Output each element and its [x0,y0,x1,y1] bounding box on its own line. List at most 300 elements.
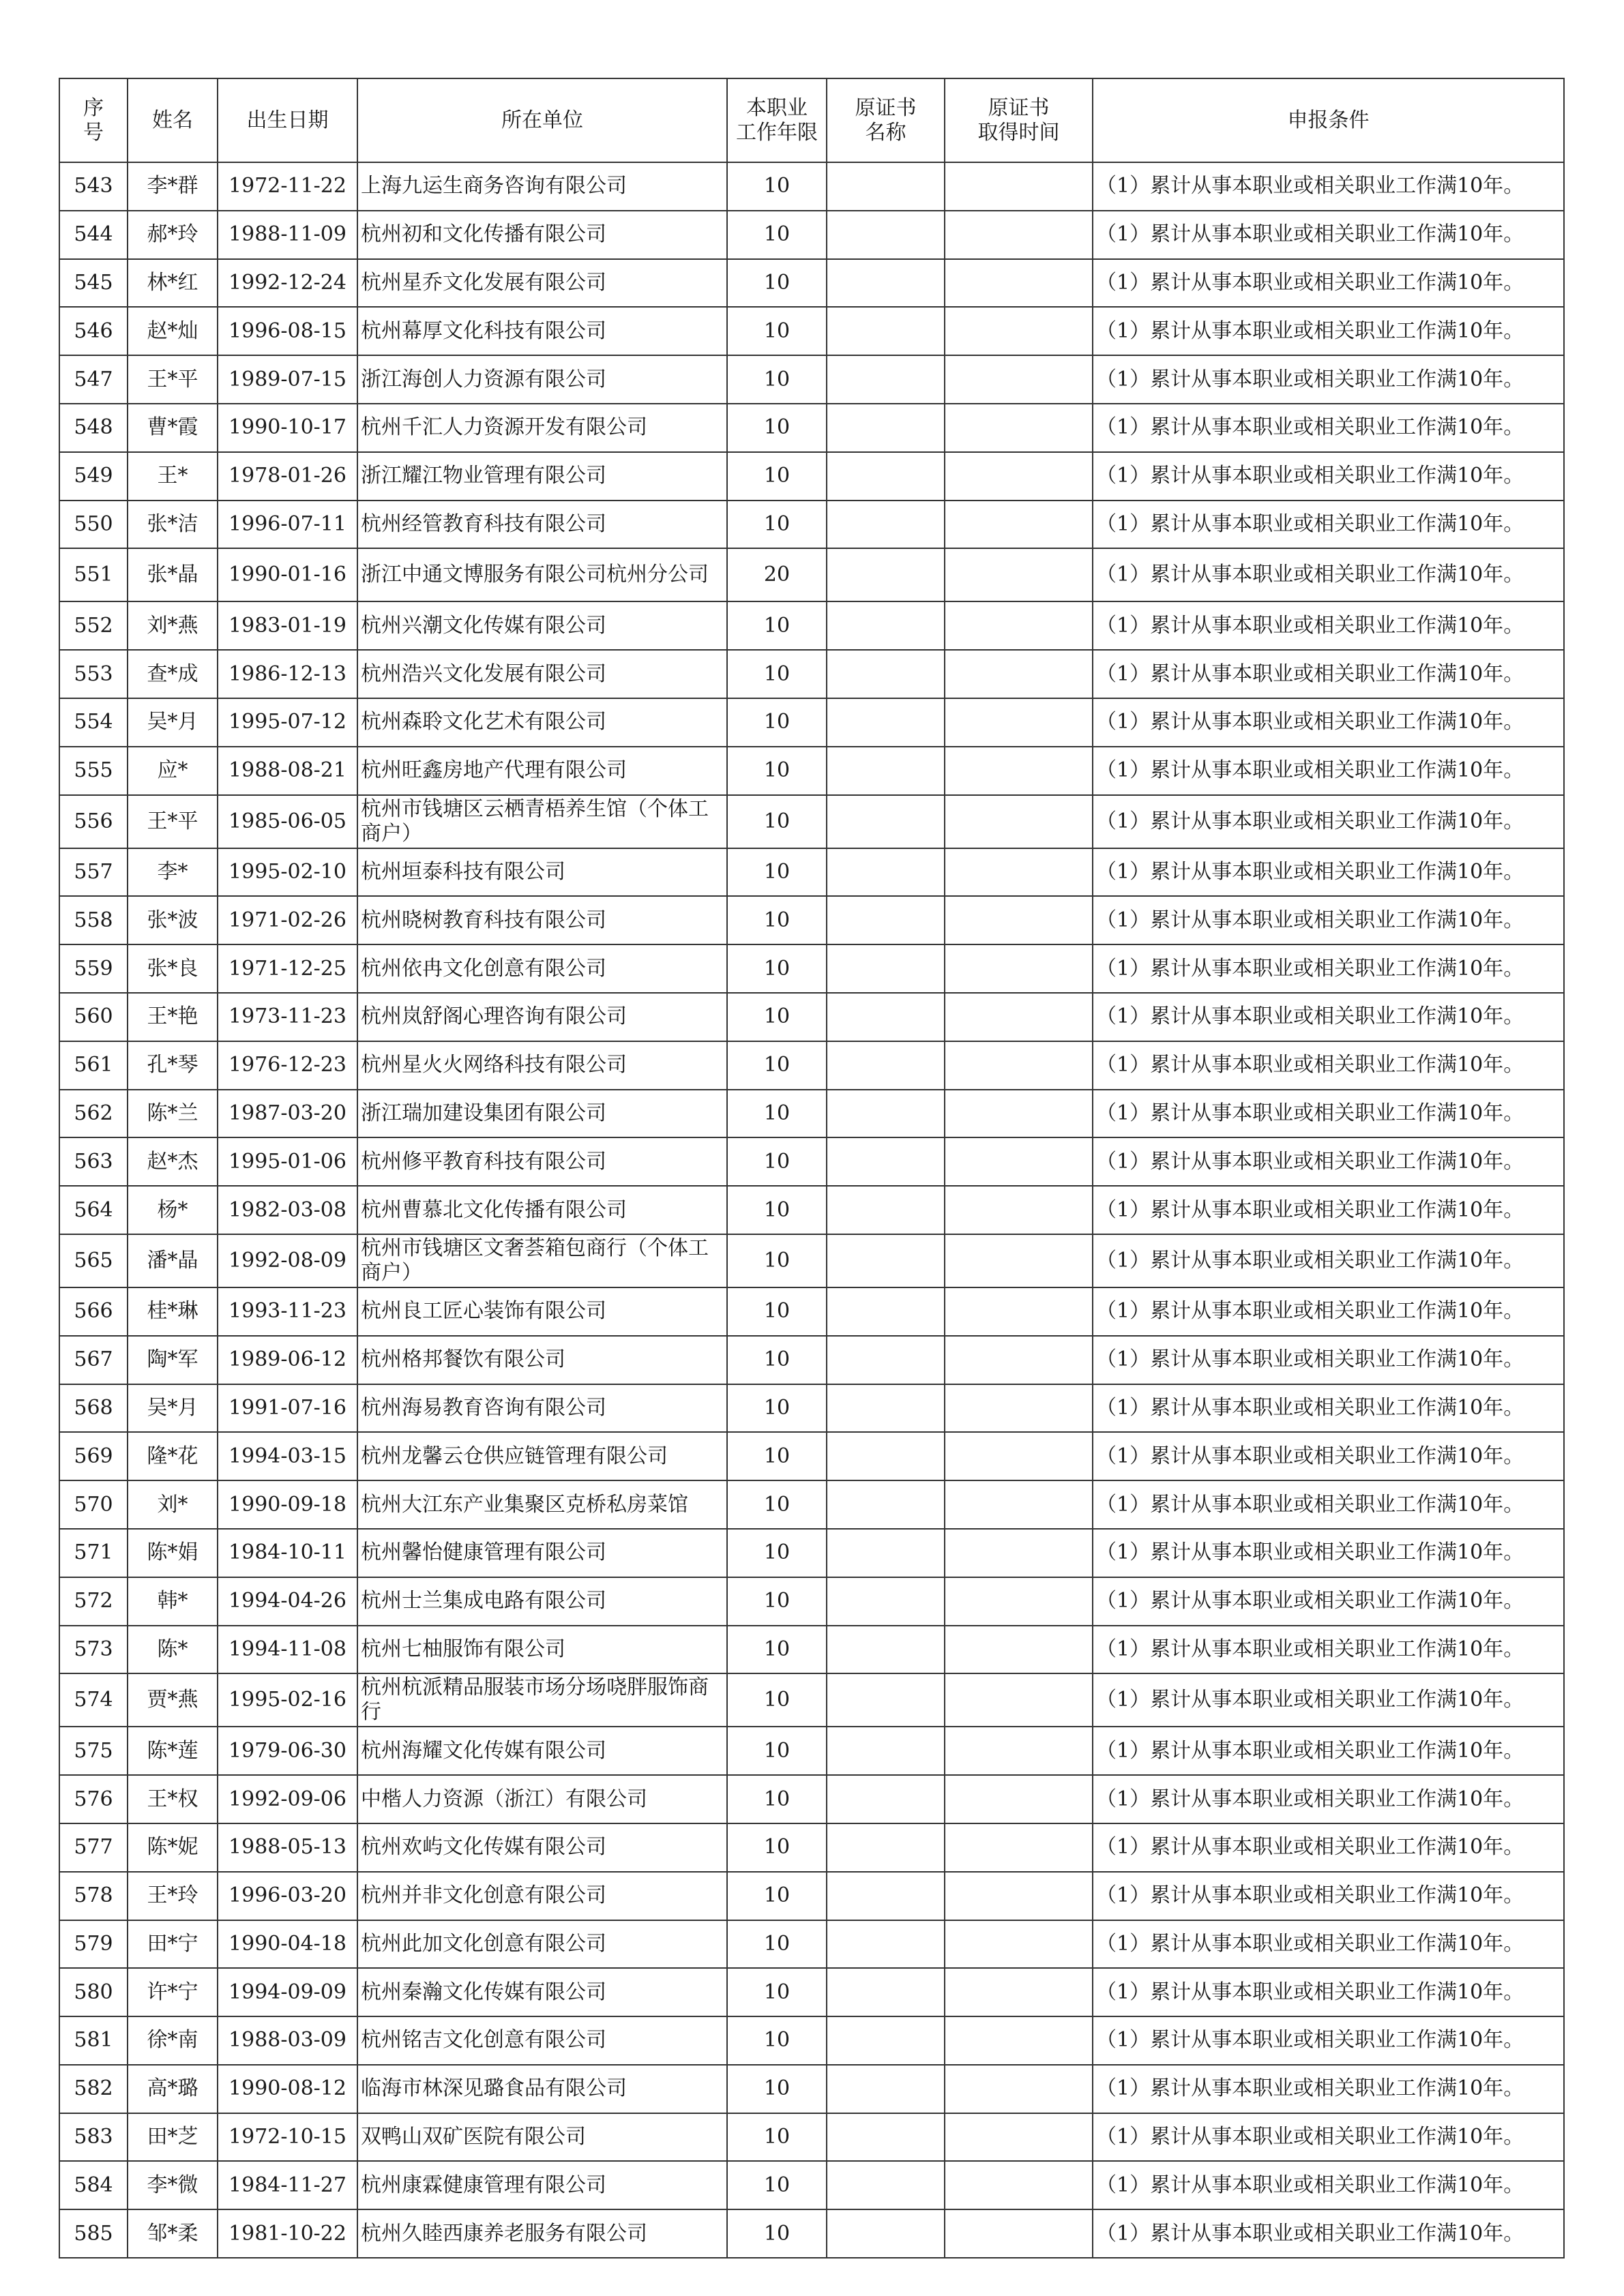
cell-work-years: 10 [727,1384,827,1433]
cell-seq: 557 [59,848,128,897]
cell-birth-date: 1990-01-16 [218,548,357,601]
cell-name: 邹*柔 [128,2209,218,2258]
table-row [59,1727,1564,1775]
cell-seq: 566 [59,1287,128,1336]
header-condition: 申报条件 [1093,78,1564,162]
cell-condition: （1）累计从事本职业或相关职业工作满10年。 [1093,2209,1564,2258]
header-birth-date: 出生日期 [218,78,357,162]
cell-name: 刘*燕 [128,601,218,650]
cell-unit: 杭州岚舒阁心理咨询有限公司 [357,993,727,1041]
cell-cert-name [827,1041,945,1090]
header-row [59,78,1564,162]
cell-name: 刘* [128,1480,218,1529]
cell-cert-time [945,1480,1093,1529]
cell-cert-name [827,848,945,897]
cell-cert-name [827,1234,945,1287]
cell-cert-name [827,1384,945,1433]
cell-birth-date: 1979-06-30 [218,1727,357,1775]
cell-cert-name [827,162,945,211]
cell-cert-name [827,1529,945,1577]
cell-condition: （1）累计从事本职业或相关职业工作满10年。 [1093,650,1564,698]
cell-seq: 567 [59,1336,128,1384]
cell-work-years: 20 [727,548,827,601]
cell-seq: 575 [59,1727,128,1775]
cell-unit: 杭州依冉文化创意有限公司 [357,944,727,993]
cell-condition: （1）累计从事本职业或相关职业工作满10年。 [1093,211,1564,259]
cell-cert-name [827,2016,945,2065]
cell-cert-time [945,211,1093,259]
cell-birth-date: 1995-07-12 [218,698,357,747]
cell-unit: 杭州垣泰科技有限公司 [357,848,727,897]
cell-cert-time [945,1287,1093,1336]
cell-birth-date: 1988-11-09 [218,211,357,259]
cell-birth-date: 1976-12-23 [218,1041,357,1090]
cell-cert-name [827,795,945,848]
table-row [59,1626,1564,1674]
table-row [59,355,1564,404]
cell-seq: 578 [59,1872,128,1920]
cell-condition: （1）累计从事本职业或相关职业工作满10年。 [1093,501,1564,549]
cell-unit: 杭州星乔文化发展有限公司 [357,259,727,308]
cell-cert-time [945,1384,1093,1433]
table-row [59,1384,1564,1433]
cell-seq: 551 [59,548,128,601]
cell-condition: （1）累计从事本职业或相关职业工作满10年。 [1093,1920,1564,1969]
cell-birth-date: 1995-01-06 [218,1137,357,1186]
table-row [59,404,1564,452]
cell-work-years: 10 [727,1872,827,1920]
cell-condition: （1）累计从事本职业或相关职业工作满10年。 [1093,848,1564,897]
table-row [59,1823,1564,1872]
cell-name: 李*微 [128,2161,218,2209]
cell-seq: 545 [59,259,128,308]
cell-seq: 556 [59,795,128,848]
cell-birth-date: 1994-04-26 [218,1577,357,1626]
table-row [59,2209,1564,2258]
cell-birth-date: 1992-12-24 [218,259,357,308]
table-row [59,2016,1564,2065]
cell-cert-name [827,1673,945,1727]
cell-unit: 杭州旺鑫房地产代理有限公司 [357,747,727,795]
cell-unit: 杭州千汇人力资源开发有限公司 [357,404,727,452]
table-header [59,78,1564,162]
cell-name: 孔*琴 [128,1041,218,1090]
cell-work-years: 10 [727,2065,827,2113]
cell-work-years: 10 [727,1137,827,1186]
cell-cert-name [827,944,945,993]
cell-birth-date: 1991-07-16 [218,1384,357,1433]
cell-name: 王* [128,452,218,501]
cell-work-years: 10 [727,1529,827,1577]
cell-cert-name [827,1775,945,1823]
cell-unit: 浙江海创人力资源有限公司 [357,355,727,404]
table-row [59,1872,1564,1920]
cell-cert-time [945,452,1093,501]
cell-name: 林*红 [128,259,218,308]
cell-birth-date: 1982-03-08 [218,1186,357,1234]
table-row [59,1968,1564,2016]
cell-condition: （1）累计从事本职业或相关职业工作满10年。 [1093,355,1564,404]
cell-unit: 杭州曹慕北文化传播有限公司 [357,1186,727,1234]
cell-name: 赵*杰 [128,1137,218,1186]
table-row [59,1673,1564,1727]
cell-unit: 杭州幕厚文化科技有限公司 [357,307,727,355]
table-row [59,2161,1564,2209]
cell-cert-name [827,211,945,259]
cell-seq: 573 [59,1626,128,1674]
cell-birth-date: 1987-03-20 [218,1090,357,1138]
table-row [59,944,1564,993]
cell-seq: 583 [59,2113,128,2162]
cell-birth-date: 1996-03-20 [218,1872,357,1920]
cell-seq: 585 [59,2209,128,2258]
cell-condition: （1）累计从事本职业或相关职业工作满10年。 [1093,162,1564,211]
cell-work-years: 10 [727,944,827,993]
cell-seq: 544 [59,211,128,259]
table-row [59,1577,1564,1626]
cell-birth-date: 1973-11-23 [218,993,357,1041]
cell-unit: 杭州兴潮文化传媒有限公司 [357,601,727,650]
cell-cert-name [827,452,945,501]
cell-unit: 杭州晓树教育科技有限公司 [357,896,727,944]
cell-birth-date: 1985-06-05 [218,795,357,848]
table-row [59,795,1564,848]
cell-birth-date: 1988-03-09 [218,2016,357,2065]
table-row [59,259,1564,308]
cell-name: 隆*花 [128,1432,218,1480]
cell-work-years: 10 [727,1920,827,1969]
cell-cert-name [827,993,945,1041]
cell-seq: 546 [59,307,128,355]
cell-cert-time [945,1137,1093,1186]
cell-work-years: 10 [727,211,827,259]
cell-cert-name [827,747,945,795]
cell-name: 郝*玲 [128,211,218,259]
cell-birth-date: 1988-08-21 [218,747,357,795]
cell-birth-date: 1986-12-13 [218,650,357,698]
cell-name: 陈*娟 [128,1529,218,1577]
cell-cert-name [827,1432,945,1480]
cell-work-years: 10 [727,2113,827,2162]
cell-work-years: 10 [727,2161,827,2209]
cell-birth-date: 1992-09-06 [218,1775,357,1823]
cell-condition: （1）累计从事本职业或相关职业工作满10年。 [1093,404,1564,452]
cell-cert-time [945,2113,1093,2162]
cell-cert-name [827,1186,945,1234]
cell-condition: （1）累计从事本职业或相关职业工作满10年。 [1093,1968,1564,2016]
cell-work-years: 10 [727,1186,827,1234]
cell-condition: （1）累计从事本职业或相关职业工作满10年。 [1093,601,1564,650]
cell-name: 田*芝 [128,2113,218,2162]
cell-cert-name [827,1823,945,1872]
header-work-years: 本职业 工作年限 [727,78,827,162]
cell-name: 王*平 [128,355,218,404]
table-row [59,1186,1564,1234]
cell-condition: （1）累计从事本职业或相关职业工作满10年。 [1093,2065,1564,2113]
cell-cert-time [945,2065,1093,2113]
cell-cert-time [945,1577,1093,1626]
cell-condition: （1）累计从事本职业或相关职业工作满10年。 [1093,1626,1564,1674]
cell-unit: 杭州良工匠心装饰有限公司 [357,1287,727,1336]
cell-cert-time [945,1090,1093,1138]
cell-name: 潘*晶 [128,1234,218,1287]
cell-cert-time [945,355,1093,404]
cell-seq: 577 [59,1823,128,1872]
cell-work-years: 10 [727,162,827,211]
table-row [59,1480,1564,1529]
cell-cert-time [945,2016,1093,2065]
cell-name: 高*璐 [128,2065,218,2113]
cell-condition: （1）累计从事本职业或相关职业工作满10年。 [1093,1872,1564,1920]
cell-condition: （1）累计从事本职业或相关职业工作满10年。 [1093,1336,1564,1384]
cell-cert-time [945,1968,1093,2016]
table-row [59,1090,1564,1138]
cell-unit: 杭州秦瀚文化传媒有限公司 [357,1968,727,2016]
cell-unit: 双鸭山双矿医院有限公司 [357,2113,727,2162]
table-row [59,1920,1564,1969]
cell-unit: 临海市林深见璐食品有限公司 [357,2065,727,2113]
table-row [59,162,1564,211]
cell-name: 张*波 [128,896,218,944]
cell-name: 陈*妮 [128,1823,218,1872]
cell-birth-date: 1994-03-15 [218,1432,357,1480]
cell-unit: 杭州康霖健康管理有限公司 [357,2161,727,2209]
cell-condition: （1）累计从事本职业或相关职业工作满10年。 [1093,1432,1564,1480]
cell-birth-date: 1992-08-09 [218,1234,357,1287]
cell-name: 查*成 [128,650,218,698]
cell-name: 张*洁 [128,501,218,549]
cell-condition: （1）累计从事本职业或相关职业工作满10年。 [1093,747,1564,795]
cell-work-years: 10 [727,601,827,650]
cell-birth-date: 1989-06-12 [218,1336,357,1384]
cell-cert-name [827,1287,945,1336]
header-cert-name: 原证书 名称 [827,78,945,162]
cell-seq: 581 [59,2016,128,2065]
cell-birth-date: 1983-01-19 [218,601,357,650]
cell-unit: 杭州格邦餐饮有限公司 [357,1336,727,1384]
cell-birth-date: 1981-10-22 [218,2209,357,2258]
cell-work-years: 10 [727,1336,827,1384]
cell-birth-date: 1994-09-09 [218,1968,357,2016]
cell-unit: 杭州七柚服饰有限公司 [357,1626,727,1674]
cell-name: 陈*莲 [128,1727,218,1775]
cell-unit: 杭州经管教育科技有限公司 [357,501,727,549]
cell-seq: 548 [59,404,128,452]
cell-cert-time [945,747,1093,795]
cell-cert-name [827,404,945,452]
cell-cert-time [945,1872,1093,1920]
cell-seq: 572 [59,1577,128,1626]
cell-name: 吴*月 [128,1384,218,1433]
cell-work-years: 10 [727,404,827,452]
cell-name: 张*良 [128,944,218,993]
table-row [59,2065,1564,2113]
header-cert-time: 原证书 取得时间 [945,78,1093,162]
table-row [59,501,1564,549]
cell-birth-date: 1990-10-17 [218,404,357,452]
cell-birth-date: 1996-08-15 [218,307,357,355]
cell-name: 陈*兰 [128,1090,218,1138]
cell-work-years: 10 [727,1480,827,1529]
cell-unit: 杭州初和文化传播有限公司 [357,211,727,259]
table-row [59,1137,1564,1186]
table-row [59,896,1564,944]
table-row [59,993,1564,1041]
cell-seq: 554 [59,698,128,747]
cell-birth-date: 1984-11-27 [218,2161,357,2209]
cell-unit: 杭州馨怡健康管理有限公司 [357,1529,727,1577]
table-row [59,601,1564,650]
cell-condition: （1）累计从事本职业或相关职业工作满10年。 [1093,1186,1564,1234]
cell-work-years: 10 [727,848,827,897]
header-unit: 所在单位 [357,78,727,162]
cell-cert-time [945,1727,1093,1775]
cell-work-years: 10 [727,1432,827,1480]
cell-cert-time [945,1041,1093,1090]
table-row [59,747,1564,795]
cell-cert-name [827,2113,945,2162]
cell-cert-name [827,1968,945,2016]
table-row [59,1041,1564,1090]
cell-name: 杨* [128,1186,218,1234]
cell-condition: （1）累计从事本职业或相关职业工作满10年。 [1093,1137,1564,1186]
cell-condition: （1）累计从事本职业或相关职业工作满10年。 [1093,1480,1564,1529]
table-row [59,307,1564,355]
cell-condition: （1）累计从事本职业或相关职业工作满10年。 [1093,2113,1564,2162]
cell-work-years: 10 [727,1727,827,1775]
cell-work-years: 10 [727,1287,827,1336]
cell-work-years: 10 [727,1626,827,1674]
cell-unit: 杭州士兰集成电路有限公司 [357,1577,727,1626]
table-row [59,1287,1564,1336]
cell-birth-date: 1989-07-15 [218,355,357,404]
cell-name: 徐*南 [128,2016,218,2065]
cell-birth-date: 1990-04-18 [218,1920,357,1969]
cell-seq: 547 [59,355,128,404]
cell-unit: 浙江耀江物业管理有限公司 [357,452,727,501]
cell-condition: （1）累计从事本职业或相关职业工作满10年。 [1093,1775,1564,1823]
cell-cert-time [945,162,1093,211]
cell-seq: 550 [59,501,128,549]
cell-work-years: 10 [727,1090,827,1138]
cell-birth-date: 1990-09-18 [218,1480,357,1529]
cell-name: 桂*琳 [128,1287,218,1336]
cell-name: 张*晶 [128,548,218,601]
cell-condition: （1）累计从事本职业或相关职业工作满10年。 [1093,1041,1564,1090]
cell-cert-name [827,1872,945,1920]
cell-unit: 杭州欢屿文化传媒有限公司 [357,1823,727,1872]
cell-condition: （1）累计从事本职业或相关职业工作满10年。 [1093,944,1564,993]
cell-cert-name [827,1090,945,1138]
cell-unit: 杭州修平教育科技有限公司 [357,1137,727,1186]
cell-cert-time [945,944,1093,993]
cell-cert-time [945,848,1093,897]
cell-condition: （1）累计从事本职业或相关职业工作满10年。 [1093,2161,1564,2209]
table-row [59,548,1564,601]
cell-cert-name [827,2209,945,2258]
table-row [59,1529,1564,1577]
cell-cert-time [945,1186,1093,1234]
cell-condition: （1）累计从事本职业或相关职业工作满10年。 [1093,1823,1564,1872]
cell-name: 李* [128,848,218,897]
cell-cert-time [945,698,1093,747]
cell-unit: 杭州星火火网络科技有限公司 [357,1041,727,1090]
cell-condition: （1）累计从事本职业或相关职业工作满10年。 [1093,795,1564,848]
cell-cert-time [945,404,1093,452]
cell-name: 贾*燕 [128,1673,218,1727]
cell-condition: （1）累计从事本职业或相关职业工作满10年。 [1093,993,1564,1041]
cell-unit: 杭州龙馨云仓供应链管理有限公司 [357,1432,727,1480]
header-seq: 序 号 [59,78,128,162]
cell-unit: 杭州铭吉文化创意有限公司 [357,2016,727,2065]
table-row [59,211,1564,259]
cell-birth-date: 1990-08-12 [218,2065,357,2113]
cell-work-years: 10 [727,501,827,549]
cell-cert-name [827,307,945,355]
cell-work-years: 10 [727,2209,827,2258]
cell-condition: （1）累计从事本职业或相关职业工作满10年。 [1093,307,1564,355]
cell-condition: （1）累计从事本职业或相关职业工作满10年。 [1093,2016,1564,2065]
cell-name: 许*宁 [128,1968,218,2016]
applicant-table [59,78,1565,2258]
cell-seq: 574 [59,1673,128,1727]
cell-seq: 571 [59,1529,128,1577]
cell-unit: 杭州久睦西康养老服务有限公司 [357,2209,727,2258]
cell-birth-date: 1995-02-16 [218,1673,357,1727]
table-row [59,650,1564,698]
table-row [59,1336,1564,1384]
cell-work-years: 10 [727,1823,827,1872]
cell-unit: 中楷人力资源（浙江）有限公司 [357,1775,727,1823]
cell-work-years: 10 [727,698,827,747]
cell-cert-name [827,1577,945,1626]
cell-condition: （1）累计从事本职业或相关职业工作满10年。 [1093,698,1564,747]
cell-work-years: 10 [727,795,827,848]
cell-unit: 浙江中通文博服务有限公司杭州分公司 [357,548,727,601]
cell-cert-name [827,1626,945,1674]
cell-unit: 浙江瑞加建设集团有限公司 [357,1090,727,1138]
cell-seq: 562 [59,1090,128,1138]
cell-name: 陶*军 [128,1336,218,1384]
cell-cert-name [827,1137,945,1186]
cell-cert-time [945,1673,1093,1727]
cell-cert-name [827,548,945,601]
cell-cert-time [945,650,1093,698]
cell-work-years: 10 [727,896,827,944]
cell-work-years: 10 [727,993,827,1041]
cell-unit: 上海九运生商务咨询有限公司 [357,162,727,211]
cell-condition: （1）累计从事本职业或相关职业工作满10年。 [1093,896,1564,944]
cell-seq: 543 [59,162,128,211]
table-row [59,1234,1564,1287]
cell-cert-time [945,896,1093,944]
cell-cert-name [827,650,945,698]
header-name: 姓名 [128,78,218,162]
cell-birth-date: 1993-11-23 [218,1287,357,1336]
cell-unit: 杭州海易教育咨询有限公司 [357,1384,727,1433]
cell-unit: 杭州市钱塘区云栖青梧养生馆（个体工商户） [357,795,727,848]
cell-cert-name [827,501,945,549]
cell-unit: 杭州浩兴文化发展有限公司 [357,650,727,698]
cell-condition: （1）累计从事本职业或相关职业工作满10年。 [1093,1090,1564,1138]
cell-seq: 553 [59,650,128,698]
cell-condition: （1）累计从事本职业或相关职业工作满10年。 [1093,1727,1564,1775]
cell-cert-name [827,1480,945,1529]
cell-condition: （1）累计从事本职业或相关职业工作满10年。 [1093,452,1564,501]
cell-cert-name [827,698,945,747]
cell-seq: 560 [59,993,128,1041]
cell-seq: 561 [59,1041,128,1090]
